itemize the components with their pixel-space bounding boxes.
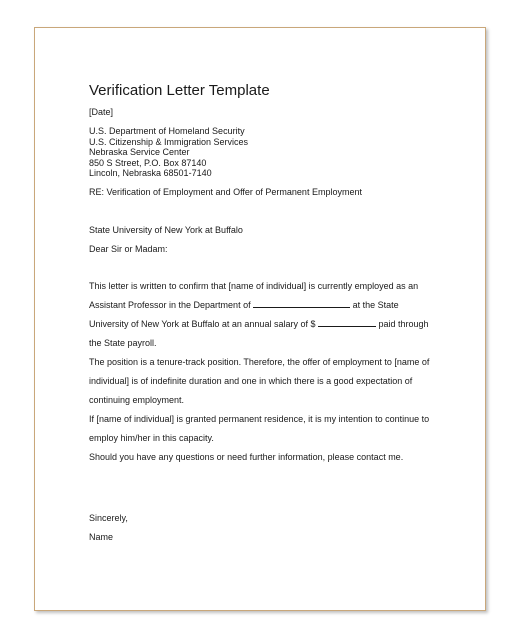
body-paragraph-4: Should you have any questions or need further information, please contact me. bbox=[89, 452, 404, 462]
address-line: Nebraska Service Center bbox=[89, 147, 190, 157]
body-text: paid through the State payroll. bbox=[89, 319, 429, 348]
body-text: This letter is written to confirm that [name of individual] is currently employed as an Assistant Professor in the Department of bbox=[89, 281, 419, 310]
address-line: 850 S Street, P.O. Box 87140 bbox=[89, 157, 207, 168]
institution-line: State University of New York at Buffalo bbox=[89, 225, 243, 235]
department-blank bbox=[253, 298, 350, 308]
document-page bbox=[34, 27, 486, 611]
closing: Sincerely, bbox=[89, 513, 128, 523]
body-text: at the State University of New York at Buffalo at an annual salary of $ bbox=[89, 300, 399, 329]
re-line: RE: Verification of Employment and Offer of Permanent Employment bbox=[89, 187, 362, 197]
letter-title: Verification Letter Template bbox=[89, 82, 270, 99]
salary-blank bbox=[318, 317, 376, 327]
address-line: U.S. Citizenship & Immigration Services bbox=[89, 136, 249, 147]
recipient-address bbox=[89, 126, 248, 179]
salutation: Dear Sir or Madam: bbox=[89, 244, 168, 254]
signature-name: Name bbox=[89, 532, 114, 542]
body-paragraph-3: If [name of individual] is granted permanent residence, it is my intention to continue to employ him/her in this capacity. bbox=[89, 414, 430, 443]
body-paragraph-2: The position is a tenure-track position. Therefore, the offer of employment to [name of individual] is of indefinite duration and one in which there is a good expectation of continuing employment. bbox=[89, 357, 430, 405]
address-line: Lincoln, Nebraska 68501-7140 bbox=[89, 168, 212, 178]
address-line: U.S. Department of Homeland Security bbox=[89, 126, 245, 136]
letter-body bbox=[89, 277, 434, 467]
body-paragraph-1 bbox=[89, 277, 434, 353]
letter-date: [Date] bbox=[89, 107, 114, 117]
